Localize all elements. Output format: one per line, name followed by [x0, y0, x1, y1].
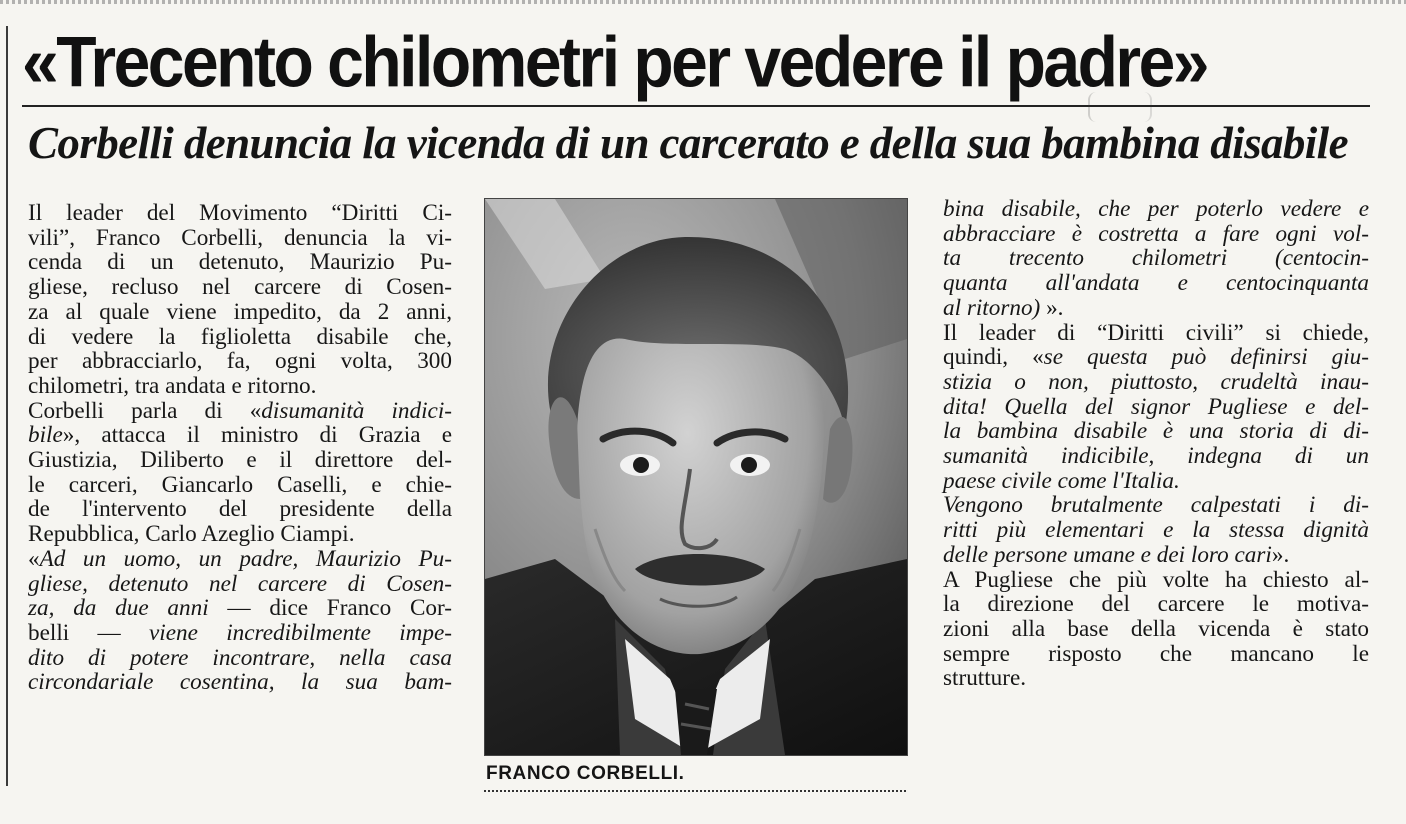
text-line: di vedere la figlioletta disabile che,	[28, 323, 452, 350]
text-line: quanta all'andata e centocinquanta	[943, 270, 1369, 297]
article-subheadline: Corbelli denuncia la vicenda di un carcerato e della sua bambina disabile	[28, 118, 1348, 168]
text-line	[28, 399, 452, 424]
text-line: abbracciare è costretta a fare ogni vol-	[943, 220, 1369, 247]
text-segment: «	[28, 545, 40, 572]
text-segment: disumanità indici-	[261, 397, 452, 424]
text-line: gliese, recluso nel carcere di Cosen-	[28, 274, 452, 301]
text-line	[28, 547, 452, 572]
text-segment: za, da due anni	[28, 595, 209, 622]
text-line	[943, 345, 1369, 370]
text-line	[28, 596, 452, 621]
photo-caption: FRANCO CORBELLI.	[486, 763, 685, 784]
text-line	[943, 296, 1369, 321]
text-segment: belli —	[28, 619, 150, 646]
text-segment: », attacca il ministro di Grazia e	[62, 422, 452, 449]
text-line: dita! Quella del signor Pugliese e del-	[943, 393, 1369, 420]
portrait-photo-drawing	[485, 199, 907, 755]
text-segment: se questa può definirsi giu-	[1043, 344, 1369, 371]
text-line	[943, 543, 1369, 568]
text-line: zioni alla base della vicenda è stato	[943, 615, 1369, 642]
text-line: de l'intervento del presidente della	[28, 496, 452, 523]
article-headline: «Trecento chilometri per vedere il padre»	[22, 21, 1208, 102]
text-line: Giustizia, Diliberto e il direttore del-	[28, 447, 452, 474]
text-line: cenda di un detenuto, Maurizio Pu-	[28, 249, 452, 276]
text-line: Il leader di “Diritti civili” si chiede,	[943, 319, 1369, 346]
text-line: gliese, detenuto nel carcere di Cosen-	[28, 570, 452, 597]
text-segment: delle persone umane e dei loro cari	[943, 541, 1272, 568]
text-segment: ».	[1271, 541, 1290, 568]
text-line: sumanità indicibile, indegna di un	[943, 443, 1369, 470]
text-segment: ».	[1040, 294, 1064, 321]
text-line: Vengono brutalmente calpestati i di-	[943, 492, 1369, 519]
text-segment: bile	[28, 422, 63, 449]
article-right-column	[943, 197, 1369, 691]
text-line: la direzione del carcere le motiva-	[943, 591, 1369, 618]
text-line: per abbracciarlo, fa, ogni volta, 300	[28, 348, 452, 375]
text-segment: — dice Franco Cor-	[208, 595, 453, 622]
text-line: paese civile come l'Italia.	[943, 467, 1180, 494]
left-column-rule	[6, 26, 8, 786]
text-line: stizia o non, piuttosto, crudeltà inau-	[943, 368, 1369, 395]
text-line: ta trecento chilometri (centocin-	[943, 245, 1369, 272]
text-line: Repubblica, Carlo Azeglio Ciampi.	[28, 521, 355, 548]
text-line: circondariale cosentina, la sua bam-	[28, 669, 452, 696]
text-line	[28, 423, 452, 448]
top-dotted-border	[0, 0, 1406, 4]
caption-dotted-rule	[484, 790, 906, 792]
text-line	[28, 621, 452, 646]
text-line: ritti più elementari e la stessa dignità	[943, 517, 1369, 544]
text-line: za al quale viene impedito, da 2 anni,	[28, 298, 452, 325]
text-segment: quindi, «	[943, 344, 1044, 371]
text-line: strutture.	[943, 665, 1027, 692]
text-line: vili”, Franco Corbelli, denuncia la vi-	[28, 224, 452, 251]
text-segment: viene incredibilmente impe-	[149, 619, 452, 646]
text-line: sempre risposto che mancano le	[943, 640, 1369, 667]
text-line: bina disabile, che per poterlo vedere e	[943, 196, 1369, 222]
text-line: Il leader del Movimento “Diritti Ci-	[28, 200, 452, 226]
text-line: la bambina disabile è una storia di di-	[943, 418, 1369, 445]
text-line: A Pugliese che più volte ha chiesto al-	[943, 566, 1369, 593]
portrait-photo	[484, 198, 908, 756]
text-line: le carceri, Giancarlo Caselli, e chie-	[28, 471, 452, 498]
text-segment: al ritorno)	[943, 294, 1041, 321]
text-line: dito di potere incontrare, nella casa	[28, 644, 452, 671]
text-segment: Ad un uomo, un padre, Maurizio Pu-	[39, 545, 452, 572]
text-segment: Corbelli parla di «	[28, 397, 262, 424]
headline-rule	[22, 105, 1370, 107]
text-line: chilometri, tra andata e ritorno.	[28, 372, 317, 399]
article-left-column	[28, 201, 452, 695]
